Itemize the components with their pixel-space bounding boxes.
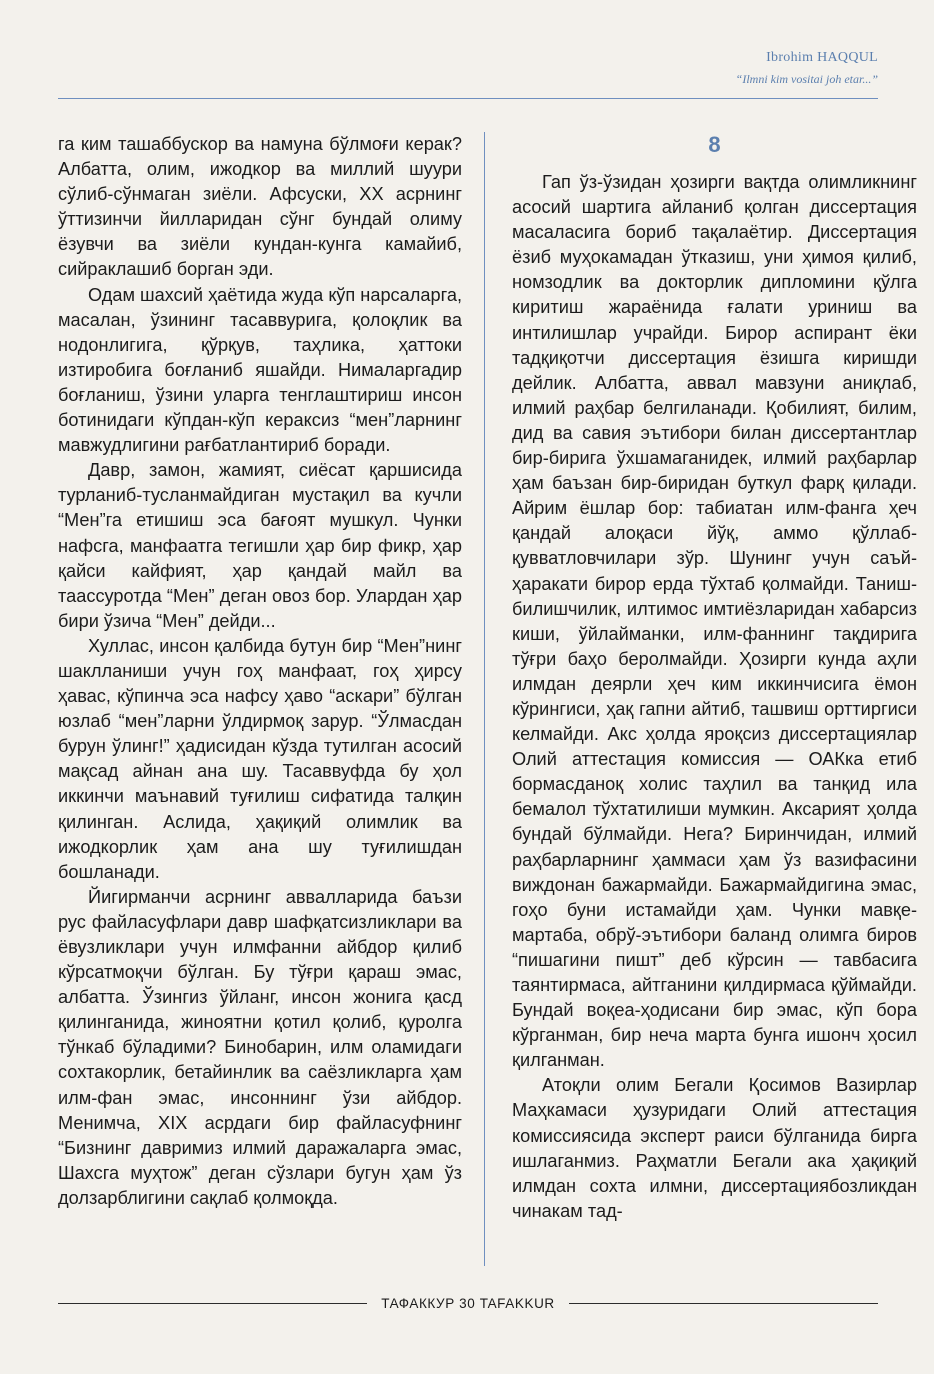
page-footer xyxy=(58,1292,878,1314)
right-column xyxy=(512,132,917,1224)
section-number: 8 xyxy=(708,132,721,157)
footer-rule-right xyxy=(569,1303,878,1304)
paragraph: Йигирманчи асрнинг аввалларида баъзи рус файласуфлари давр шафқатсизликлари ва ёвузликлари учун илмфанни айбдор қилиб кўрсатмоқчи бўлган. Бу тўғри қараш эмас, албатта. Ўзингиз ўйланг, инсон жонига қасд қилинганида, жиноятни қотил қолиб, қуролга тўнкаб бўладими? Бинобарин, илм оламидаги сохтакорлик, бетайинлик ва саёзликларга ҳам илм-фан эмас, инсоннинг ўзи айбдор. Менимча, XIX асрдаги бир файласуфнинг “Бизнинг давримиз илмий даражаларга эмас, Шахсга муҳтож” деган сўзлари бугун ҳам ўз долзарблигини сақлаб қолмоқда. xyxy=(58,886,462,1208)
header-rule xyxy=(58,98,878,99)
paragraph: Хуллас, инсон қалбида бутун бир “Мен”нинг шаклланиши учун гоҳ манфаат, гоҳ ҳирсу ҳавас, кўпинча эса нафсу ҳаво “аскари” бўлган юзлаб “мен”ларни ўлдирмоқ зарур. “Ўлмасдан бурун ўлинг!” ҳадисидан кўзда тутилган асосий мақсад айнан ана шу. Тасаввуфда бу ҳол иккинчи маънавий туғилиш сифатида талқин қилинган. Аслида, ҳақиқий олимлик ва ижодкорлик ҳам ана шу туғилишдан бошланади. xyxy=(58,635,462,882)
running-head-author: Ibrohim HAQQUL xyxy=(766,50,878,65)
running-head-subtitle: “Ilmni kim vositai joh etar...” xyxy=(735,72,878,86)
left-column xyxy=(58,132,462,1211)
footer-label: ТАФАККУР 30 TAFAKKUR xyxy=(381,1295,555,1311)
running-head xyxy=(736,50,878,87)
paragraph: Одам шахсий ҳаётида жуда кўп нарсаларга, масалан, ўзининг тасаввурига, қолоқлик ва нодонлигига, қўрқув, таҳлика, ҳаттоки изтиробига боғланиб яшайди. Нималаргадир боғланиш, ўзини уларга тенглаштириш инсон ботинидаги кўпдан-кўп кераксиз “мен”ларнинг мавжудлигини рағбатлантириб боради. xyxy=(58,284,463,456)
footer-rule-left xyxy=(58,1303,367,1304)
paragraph: Давр, замон, жамият, сиёсат қаршисида турланиб-тусланмайдиган мустақил ва кучли “Мен”га етишиш эса бағоят мушкул. Чунки нафсга, манфаатга тегишли ҳар бир фикр, ҳар қайси кайфият, ҳар қандай майл ва таассуротда “Мен” деган овоз бор. Улардан ҳар бири ўзича “Мен” дейди... xyxy=(58,460,462,631)
paragraph: га ким ташаббускор ва намуна бўлмоғи керак? Албатта, олим, ижодкор ва миллий шуури сўлиб-сўнмаган зиёли. Афсуски, XX асрнинг ўттизинчи йилларидан сўнг бундай олиму ёзувчи ва зиёли кундан-кунга камайиб, сийраклашиб борган эди. xyxy=(58,134,462,280)
column-divider xyxy=(484,132,485,1266)
paragraph: Атоқли олим Бегали Қосимов Вазирлар Маҳкамаси ҳузуридаги Олий аттестация комиссиясида эксперт раиси бўлганида бирга ишлаганмиз. Раҳматли Бегали ака ҳақиқий илмдан сохта илмни, диссертациябозликдан чинакам тад- xyxy=(512,1075,917,1221)
paragraph: Гап ўз-ўзидан ҳозирги вақтда олимликнинг асосий шартига айланиб қолган диссертация масаласига бориб тақалаётир. Диссертация ёзиб муҳокамадан ўтказиш, уни ҳимоя қилиб, номзодлик ва докторлик дипломини қўлга киритиш жараёнида ғалати уриниш ва интилишлар учрайди. Бирор аспирант ёки тадқиқотчи диссертация ёзишга киришди дейлик. Албатта, аввал мавзуни аниқлаб, илмий раҳбар белгиланади. Қобилият, билим, дид ва савия эътибори билан диссертантлар бир-бирига ўхшамаганидек, илмий раҳбарлар ҳам баъзан бир-биридан буткул фарқ қилади. Айрим ёшлар бор: табиатан илм-фанга ҳеч қандай алоқаси йўқ, аммо қўллаб-қувватловчилари зўр. Шунинг учун саъй-ҳаракати бирор ерда тўхтаб қолмайди. Таниш-билишчилик, илтимос имтиёзларидан хабарсиз киши, ўйлайманки, илм-фаннинг тақдирига тўғри баҳо беролмайди. Ҳозирги кунда аҳли илмдан деярли ҳеч ким иккинчисига ёмон кўрингиси, ҳақ гапни айтиб, ташвиш орттиргиси келмайди. Акс ҳолда яроқсиз диссертациялар Олий аттестация комиссия — ОАКка етиб бормасданоқ холис таҳлил ва танқид ила бемалол тўхтатилиши мумкин. Аксарият ҳолда бундай бўлмайди. Нега? Биринчидан, илмий раҳбарларнинг ҳаммаси ҳам ўз вазифасини виждонан бажармайди. Бажармайдигина эмас, гоҳо буни истамайди ҳам. Чунки мавқе-мартаба, обрў-эътибори баланд олимга биров “пишагини пишт” деб кўрсин — тавбасига таянтирмаса, айтганини қилдирмаса қўймайди. Бундай воқеа-ҳодисани бир эмас, кўп бора кўрганман, бир неча марта бунга ишонч ҳосил қилганман. xyxy=(512,172,917,1071)
